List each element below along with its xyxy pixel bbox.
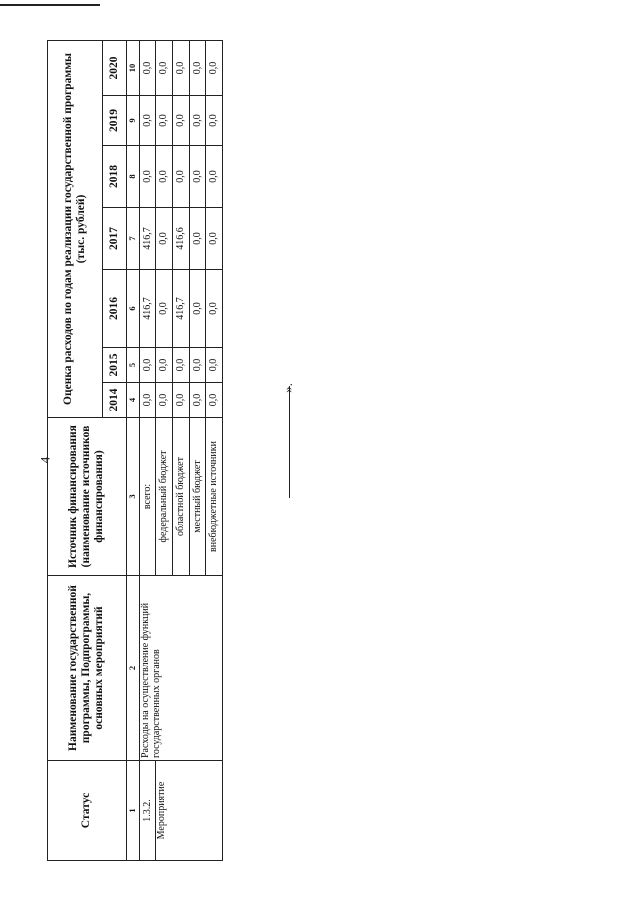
value-cell: 0,0: [206, 383, 223, 418]
column-number: 2: [126, 576, 139, 761]
table-row: [139, 40, 156, 860]
value-cell: 0,0: [139, 383, 156, 418]
value-cell: 416,7: [172, 270, 189, 348]
value-cell: 0,0: [156, 146, 173, 208]
value-cell: 0,0: [189, 146, 206, 208]
header-status: Статус: [48, 761, 127, 861]
header-year: 2020: [102, 40, 126, 95]
source-label: местный бюджет: [189, 418, 206, 576]
column-number: 6: [126, 270, 139, 348]
row-status: Мероприятие: [156, 761, 223, 861]
value-cell: 0,0: [156, 96, 173, 146]
value-cell: 0,0: [139, 348, 156, 383]
budget-table: [47, 40, 223, 861]
value-cell: 0,0: [206, 270, 223, 348]
value-cell: 416,7: [139, 208, 156, 270]
value-cell: 0,0: [156, 270, 173, 348]
header-year: 2015: [102, 348, 126, 383]
value-cell: 416,6: [172, 208, 189, 270]
value-cell: 0,0: [189, 40, 206, 95]
value-cell: 0,0: [206, 146, 223, 208]
top-rule: [0, 4, 100, 6]
closing-mark: [279, 383, 305, 510]
column-number: 4: [126, 383, 139, 418]
value-cell: 0,0: [189, 383, 206, 418]
value-cell: 0,0: [206, 40, 223, 95]
value-cell: 0,0: [172, 96, 189, 146]
row-code: 1.3.2.: [139, 761, 156, 861]
value-cell: 0,0: [189, 270, 206, 348]
column-number-row: [126, 40, 139, 860]
header-year: 2014: [102, 383, 126, 418]
value-cell: 0,0: [206, 96, 223, 146]
value-cell: 0,0: [172, 146, 189, 208]
source-label: областной бюджет: [172, 418, 189, 576]
value-cell: 0,0: [139, 146, 156, 208]
value-cell: 0,0: [156, 348, 173, 383]
column-number: 8: [126, 146, 139, 208]
value-cell: 0,0: [189, 348, 206, 383]
header-name: Наименование государственной программы, Подпрограммы, основных мероприятий: [48, 576, 127, 761]
value-cell: 0,0: [172, 40, 189, 95]
value-cell: 0,0: [206, 348, 223, 383]
header-year: 2016: [102, 270, 126, 348]
value-cell: 0,0: [139, 96, 156, 146]
budget-table-rotated: [47, 41, 223, 861]
column-number: 3: [126, 418, 139, 576]
closing-quote: ».: [279, 383, 295, 393]
column-number: 9: [126, 96, 139, 146]
header-year: 2018: [102, 146, 126, 208]
value-cell: 0,0: [206, 208, 223, 270]
value-cell: 0,0: [189, 208, 206, 270]
header-estimate: Оценка расходов по годам реализации государственной программы (тыс. рублей): [48, 40, 103, 417]
source-label: федеральный бюджет: [156, 418, 173, 576]
value-cell: 0,0: [156, 383, 173, 418]
value-cell: 0,0: [139, 40, 156, 95]
source-label: всего:: [139, 418, 156, 576]
header-source: Источник финансирования (наименование источников финансирования): [48, 418, 127, 576]
page-number: 4: [37, 456, 53, 464]
column-number: 1: [126, 761, 139, 861]
row-name: Расходы на осуществление функций государственных органов: [139, 576, 222, 761]
value-cell: 0,0: [172, 383, 189, 418]
value-cell: 0,0: [156, 208, 173, 270]
source-label: внебюджетные источники: [206, 418, 223, 576]
column-number: 10: [126, 40, 139, 95]
value-cell: 0,0: [156, 40, 173, 95]
column-number: 7: [126, 208, 139, 270]
column-number: 5: [126, 348, 139, 383]
value-cell: 0,0: [172, 348, 189, 383]
value-cell: 0,0: [189, 96, 206, 146]
value-cell: 416,7: [139, 270, 156, 348]
closing-rule: [289, 386, 290, 498]
header-year: 2019: [102, 96, 126, 146]
header-year: 2017: [102, 208, 126, 270]
